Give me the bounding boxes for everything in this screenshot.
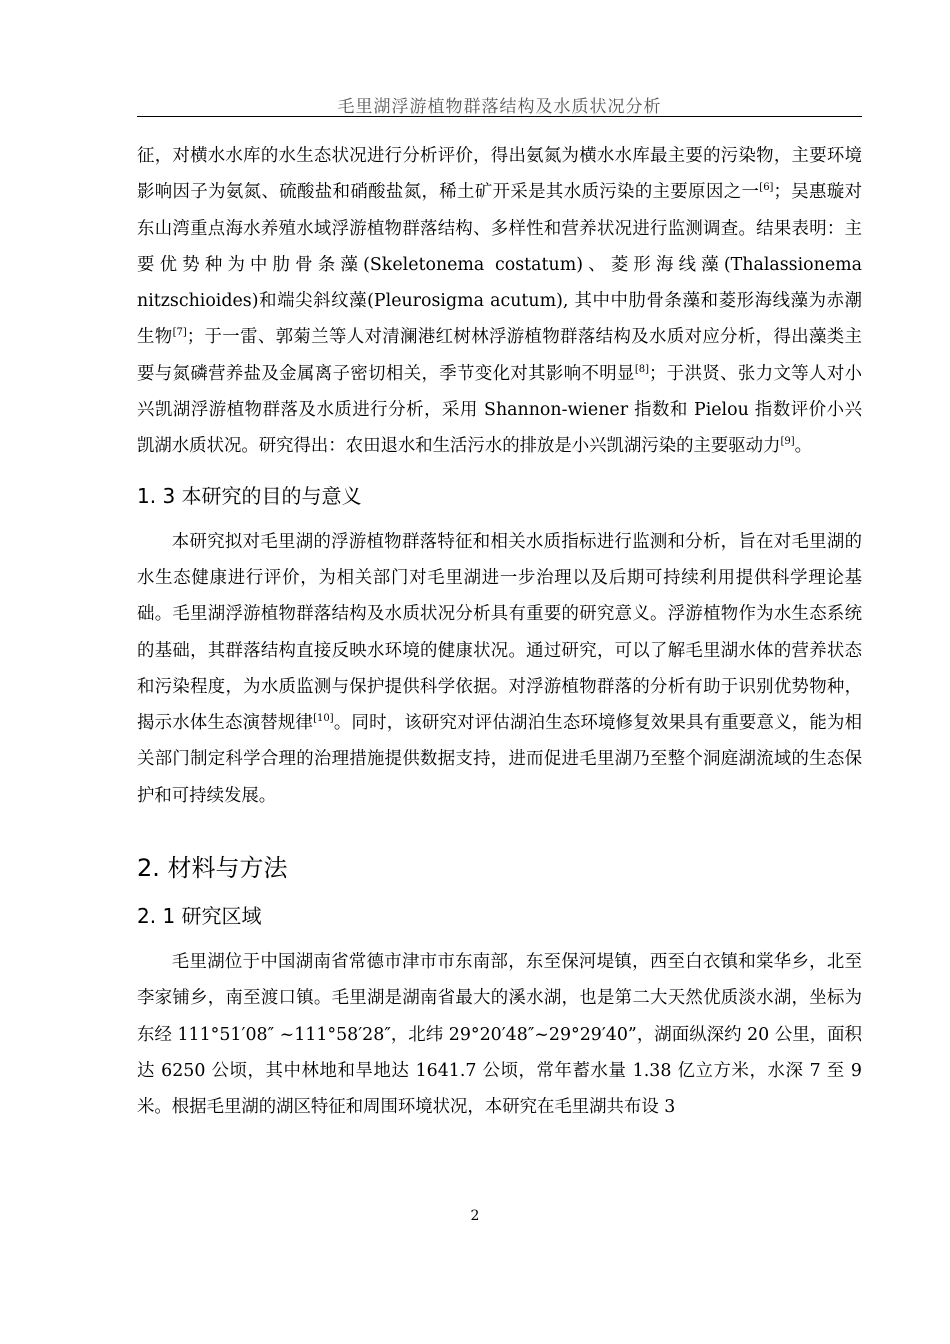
text-segment: ；于洪贤、张力文等人对小兴凯湖浮游植物群落及水质进行分析，采用 Shannon-wiener 指数和 Pielou 指数评价小兴凯湖水质状况。研究得出：农田退水和生活污水的排放是小兴凯湖污染的主要驱动力 [137, 363, 862, 457]
header-rule [137, 116, 862, 117]
paragraph-literature-review [137, 138, 862, 465]
citation-ref: [6] [759, 182, 774, 194]
body-text [137, 138, 862, 1126]
text-segment: 。 [794, 436, 813, 457]
page-number: 2 [470, 1208, 480, 1224]
section-heading-2-1: 2. 1 研究区域 [137, 904, 262, 929]
citation-ref: [7] [172, 327, 187, 339]
paragraph-study-area: 毛里湖位于中国湖南省常德市津市市东南部，东至保河堤镇，西至白衣镇和棠华乡，北至李家铺乡，南至渡口镇。毛里湖是湖南省最大的溪水湖，也是第二大天然优质淡水湖，坐标为东经 111°51′08″ ~111°58′28″，北纬 29°20′48″~29°29′40”，湖面纵深约 20 公里，面积达 6250 公顷，其中林地和旱地达 1641.7 公顷，常年蓄水量 1.38 亿立方米，水深 7 至 9 米。根据毛里湖的湖区特征和周围环境状况，本研究在毛里湖共布设 3 [137, 952, 862, 1118]
section-heading-1-3: 1. 3 本研究的目的与意义 [137, 483, 362, 508]
text-segment: ；吴惠璇对东山湾重点海水养殖水域浮游植物群落结构、多样性和营养状况进行监测调查。结果表明：主要优势种为中肋骨条藻(Skeletonema costatum)、菱形海线藻(Thalassionema nitzschioides)和端尖斜纹藻(Pleurosigma acutum), 其中中肋骨条藻和菱形海线藻为赤潮生物 [137, 182, 862, 348]
citation-ref: [9] [780, 436, 795, 448]
running-header: 毛里湖浮游植物群落结构及水质状况分析 [337, 97, 662, 117]
section-heading-2: 2. 材料与方法 [137, 854, 288, 883]
paragraph-purpose [137, 524, 862, 814]
text-segment: 。同时，该研究对评估湖泊生态环境修复效果具有重要意义，能为相关部门制定科学合理的治理措施提供数据支持，进而促进毛里湖乃至整个洞庭湖流域的生态保护和可持续发展。 [137, 713, 862, 806]
citation-ref: [8] [634, 363, 650, 375]
citation-ref: [10] [313, 713, 334, 725]
text-segment: 本研究拟对毛里湖的浮游植物群落特征和相关水质指标进行监测和分析，旨在对毛里湖的水生态健康进行评价，为相关部门对毛里湖进一步治理以及后期可持续利用提供科学理论基础。毛里湖浮游植物群落结构及水质状况分析具有重要的研究意义。浮游植物作为水生态系统的基础，其群落结构直接反映水环境的健康状况。通过研究，可以了解毛里湖水体的营养状态和污染程度，为水质监测与保护提供科学依据。对浮游植物群落的分析有助于识别优势物种，揭示水体生态演替规律 [137, 531, 862, 734]
text-segment: 征，对横水水库的水生态状况进行分析评价，得出氨氮为横水水库最主要的污染物，主要环境影响因子为氨氮、硫酸盐和硝酸盐氮，稀土矿开采是其水质污染的主要原因之一 [137, 146, 862, 203]
text-segment: ；于一雷、郭菊兰等人对清澜港红树林浮游植物群落结构及水质对应分析，得出藻类主要与氮磷营养盐及金属离子密切相关，季节变化对其影响不明显 [137, 327, 862, 384]
